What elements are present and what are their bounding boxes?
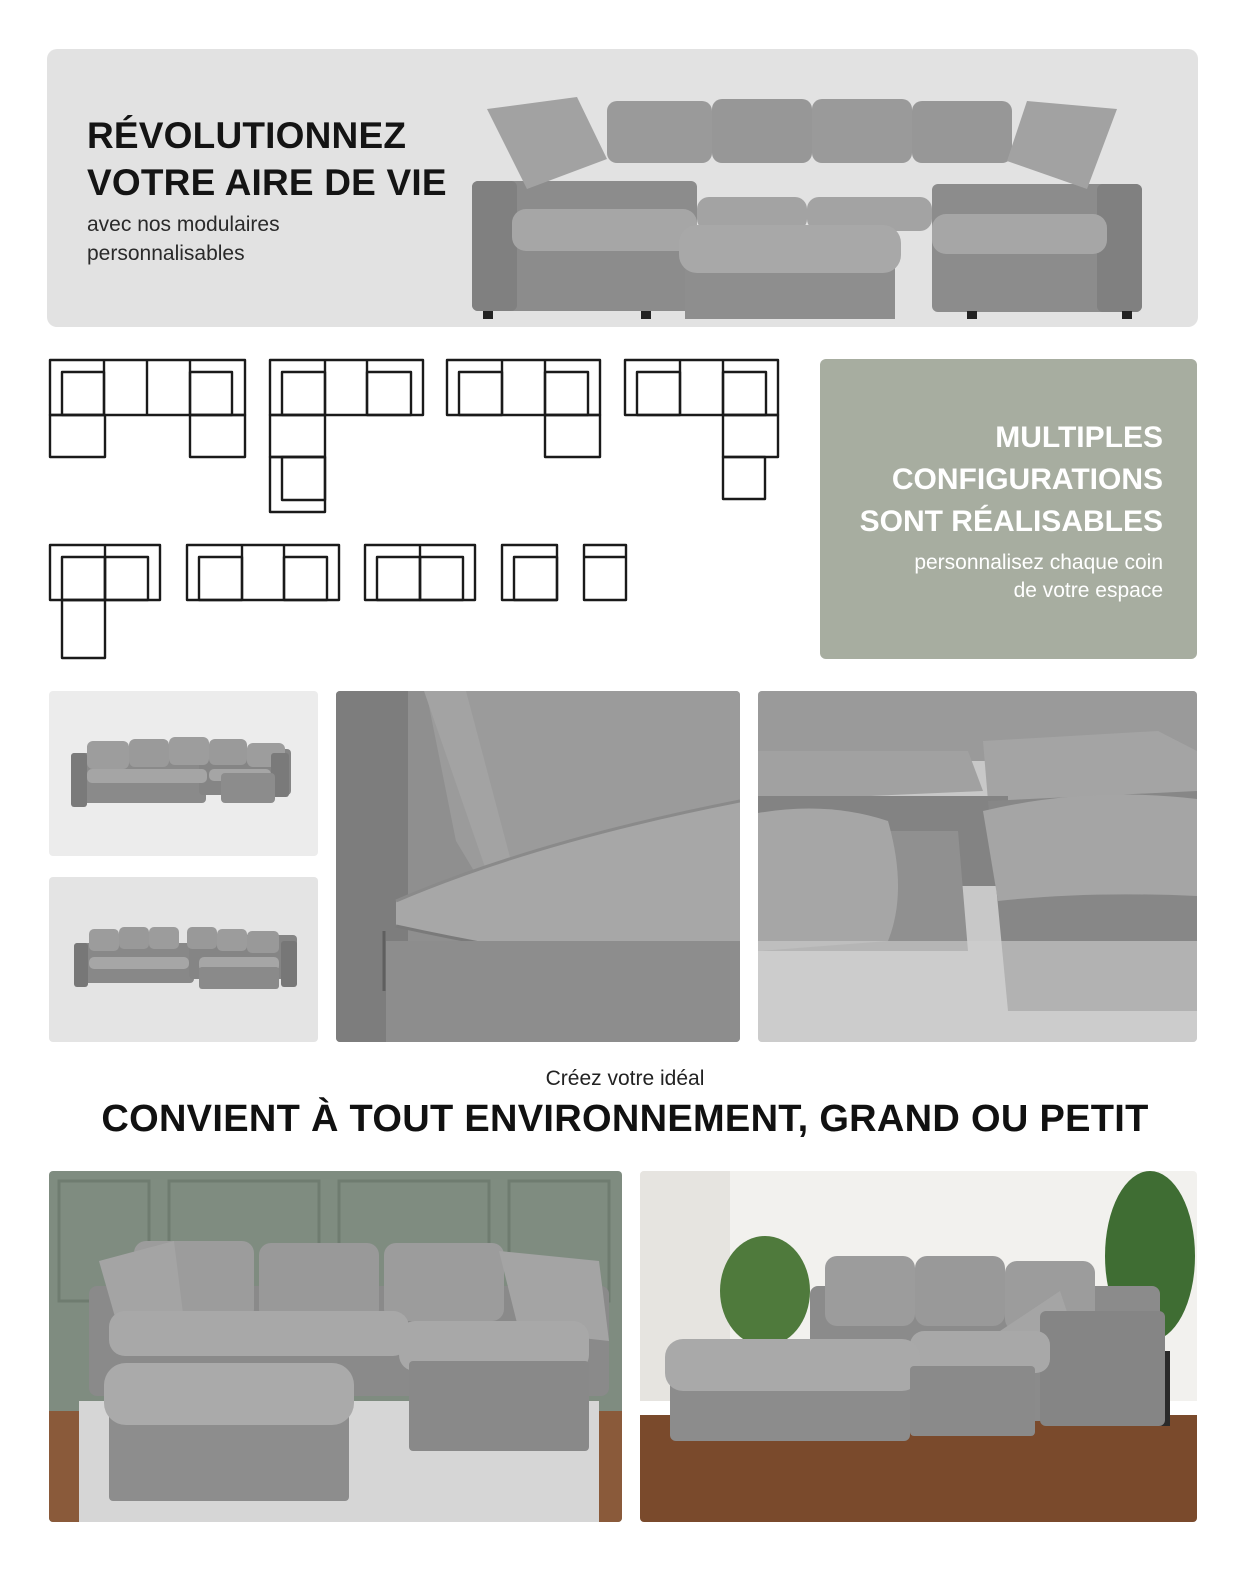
configuration-diagrams: [47, 357, 787, 662]
sofa-corner-product-photo: [49, 691, 318, 856]
hero-title-line-1: RÉVOLUTIONNEZ: [87, 115, 407, 156]
config-long-l-diagram: [270, 360, 423, 512]
configurations-title: [860, 417, 1163, 543]
sectional-sofa-image: [467, 89, 1147, 319]
living-room-green-wall-photo: [49, 1171, 622, 1522]
configurations-card: [820, 359, 1197, 659]
configurations-title-line-2: CONFIGURATIONS: [891, 463, 1163, 496]
config-small-l-diagram: [50, 545, 160, 658]
section-kicker: Créez votre idéal: [545, 1067, 705, 1090]
seat-ottoman-detail-photo: [758, 691, 1197, 1042]
configurations-title-line-1: MULTIPLES: [995, 421, 1163, 454]
configurations-subtitle-line-1: personnalisez chaque coin: [914, 551, 1163, 574]
hero-subtitle-line-1: avec nos modulaires: [87, 213, 280, 236]
living-room-wood-floor-photo: [640, 1171, 1197, 1522]
sofa-large-corner-product-photo: [49, 877, 318, 1042]
hero-title-line-2: VOTRE AIRE DE VIE: [87, 162, 447, 203]
configurations-title-line-3: SONT RÉALISABLES: [859, 505, 1163, 538]
configurations-subtitle: [914, 549, 1163, 605]
config-loveseat-diagram: [365, 545, 475, 600]
config-single-corner-diagram: [502, 545, 557, 600]
configurations-subtitle-line-2: de votre espace: [1013, 579, 1163, 602]
hero-banner: [47, 49, 1198, 327]
section-headline: CONVIENT À TOUT ENVIRONNEMENT, GRAND OU PETIT: [101, 1098, 1149, 1140]
config-corner-right-diagram: [447, 360, 600, 457]
hero-title: [87, 112, 447, 206]
hero-subtitle-line-2: personnalisables: [87, 242, 245, 265]
config-corner-long-right-diagram: [625, 360, 778, 499]
config-u-shape-diagram: [50, 360, 245, 457]
cushion-detail-photo: [336, 691, 740, 1042]
config-three-seater-diagram: [187, 545, 339, 600]
hero-subtitle: [87, 210, 280, 268]
config-armless-chair-diagram: [584, 545, 626, 600]
